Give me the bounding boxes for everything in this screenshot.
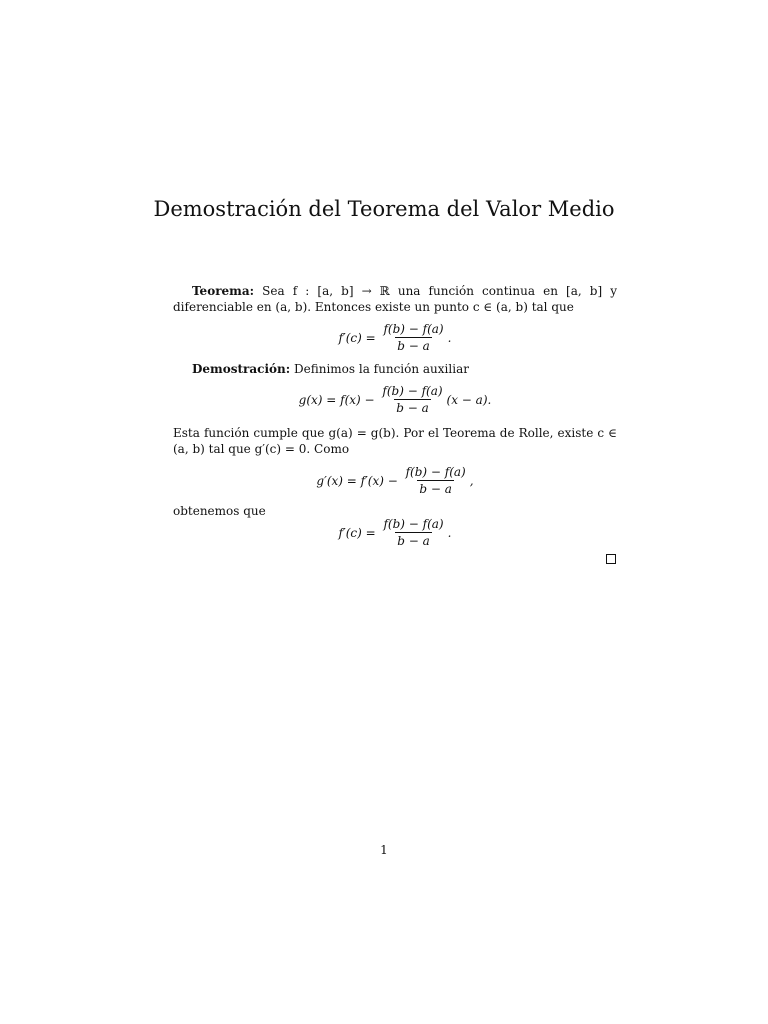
equation-1-numerator: f(b) − f(a) (383, 322, 444, 336)
equation-3-fraction (404, 465, 468, 496)
equation-1-fraction (381, 322, 445, 353)
page-number: 1 (380, 843, 388, 857)
proof-text: Definimos la función auxiliar (294, 362, 469, 376)
equation-4-numerator: f(b) − f(a) (383, 517, 444, 531)
equation-4-denominator: b − a (397, 534, 430, 548)
equation-3 (173, 465, 617, 496)
rolle-paragraph: Esta función cumple que g(a) = g(b). Por el Teorema de Rolle, existe c ∈ (a, b) tal que g′(c) = 0. Como (173, 426, 617, 456)
theorem-label: Teorema: (192, 284, 255, 298)
qed-square-icon (606, 554, 616, 564)
equation-1-lhs: f′(c) = (338, 330, 380, 345)
conclusion-paragraph: obtenemos que (173, 504, 266, 518)
document-title: Demostración del Teorema del Valor Medio (153, 197, 615, 221)
equation-4-fraction (381, 517, 445, 548)
equation-2-tail: (x − a). (446, 392, 492, 407)
equation-2-lhs: g(x) = f(x) − (298, 392, 379, 407)
equation-1-tail: . (447, 330, 452, 345)
proof-label: Demostración: (192, 362, 291, 376)
equation-3-lhs: g′(x) = f′(x) − (316, 473, 402, 488)
equation-1 (173, 322, 617, 353)
equation-4 (173, 517, 617, 548)
proof-paragraph (173, 361, 617, 377)
equation-4-tail: . (447, 525, 452, 540)
equation-4-lhs: f′(c) = (338, 525, 380, 540)
equation-2 (173, 384, 617, 415)
equation-2-numerator: f(b) − f(a) (382, 384, 443, 398)
equation-2-denominator: b − a (396, 401, 429, 415)
equation-3-tail: , (469, 473, 474, 488)
theorem-paragraph (173, 283, 617, 315)
equation-2-fraction (380, 384, 444, 415)
equation-3-numerator: f(b) − f(a) (405, 465, 466, 479)
theorem-text: Sea f : [a, b] → ℝ una función continua en [a, b] y diferenciable en (a, b). Entonces existe un punto c ∈ (a, b) tal que (173, 284, 617, 314)
equation-3-denominator: b − a (419, 482, 452, 496)
equation-1-denominator: b − a (397, 339, 430, 353)
